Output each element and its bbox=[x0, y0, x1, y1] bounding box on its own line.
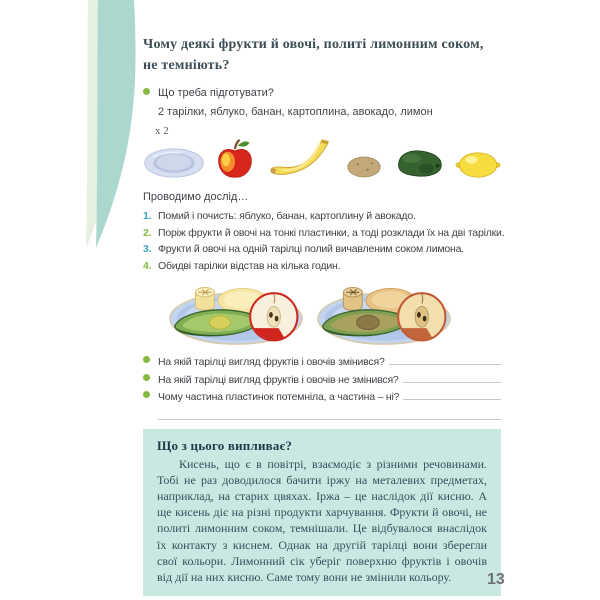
lemon-icon bbox=[455, 150, 501, 180]
decorative-crescent bbox=[80, 0, 150, 255]
step-text: Фрукти й овочі на одній тарілці полий вичавленим соком лимона. bbox=[158, 243, 464, 255]
bullet-dot-icon bbox=[143, 88, 150, 95]
plate-multiplier-label: x 2 bbox=[155, 125, 169, 137]
answer-blank-line bbox=[403, 388, 501, 400]
question-row bbox=[143, 371, 501, 389]
apple-icon bbox=[215, 138, 255, 180]
step-number: 2. bbox=[143, 226, 152, 239]
step-number: 4. bbox=[143, 259, 152, 272]
avocado-icon bbox=[393, 146, 445, 180]
plate-darkened-slices bbox=[313, 279, 455, 347]
conclusion-box bbox=[143, 429, 501, 597]
step-text: Обидві тарілки відстав на кілька годин. bbox=[158, 259, 341, 272]
materials-icon-row bbox=[143, 138, 501, 180]
experiment-steps bbox=[143, 208, 505, 274]
potato-icon bbox=[346, 154, 382, 180]
question-list bbox=[143, 353, 501, 420]
prepare-question-label: Що треба підготувати? bbox=[158, 87, 274, 99]
page-number: 13 bbox=[487, 571, 505, 588]
bullet-dot-icon bbox=[143, 356, 150, 363]
bullet-dot-icon bbox=[143, 391, 150, 398]
plate-icon bbox=[143, 146, 205, 180]
question-row bbox=[143, 353, 501, 371]
step-text: Поріж фрукти й овочі на тонкі пластинки, а тоді розклади їх на дві тарілки. bbox=[158, 226, 505, 239]
step-number: 3. bbox=[143, 243, 152, 255]
question-text: На якій тарілці вигляд фруктів і овочів змінився? bbox=[158, 356, 385, 368]
question-row bbox=[143, 388, 501, 406]
answer-blank-line bbox=[403, 371, 501, 383]
prepare-question-row bbox=[143, 87, 501, 99]
experiment-heading: Проводимо дослід… bbox=[143, 191, 249, 203]
question-text: Чому частина пластинок потемніла, а частина – ні? bbox=[158, 391, 400, 403]
page-title-line2: не темніють? bbox=[143, 58, 230, 73]
conclusion-heading: Що з цього випливає? bbox=[157, 437, 293, 453]
conclusion-body: Кисень, що є в повітрі, взаємодіє з різними речовинами. Тобі не раз доводилося бачити іржу на металевих предметах, наприклад, на старих цвяхах. Іржа – це наслідок дії кисню. А ще кисень діє на різні продукти харчування. Фрукти й овочі, не политі лимонним соком, темнішали. Це відбувалося внаслідок їх контакту з киснем. Однак на другій тарілці вони зберегли свої кольори. Лимонний сік уберіг поверхню фруктів і овочів від дії на них кисню. Саме тому вони не змінили кольору. bbox=[157, 456, 487, 584]
step-text: Помий і почисть: яблуко, банан, картоплину й авокадо. bbox=[158, 210, 416, 222]
experiment-step bbox=[143, 258, 501, 275]
plate-fresh-slices bbox=[165, 279, 307, 347]
answer-blank-line bbox=[389, 353, 501, 365]
result-illustration bbox=[143, 279, 501, 347]
banana-icon bbox=[266, 138, 336, 180]
experiment-step bbox=[143, 208, 501, 225]
question-text: На якій тарілці вигляд фруктів і овочів не змінився? bbox=[158, 373, 399, 386]
page-title bbox=[143, 0, 501, 76]
step-number: 1. bbox=[143, 210, 152, 222]
experiment-step bbox=[143, 241, 501, 258]
bullet-dot-icon bbox=[143, 374, 150, 381]
prepare-items-text: 2 тарілки, яблуко, банан, картоплина, авокадо, лимон bbox=[158, 106, 433, 118]
page-title-line1: Чому деякі фрукти й овочі, политі лимонним соком, bbox=[143, 37, 484, 52]
experiment-step bbox=[143, 225, 505, 242]
page-content bbox=[143, 0, 505, 596]
answer-blank-line bbox=[158, 406, 501, 420]
